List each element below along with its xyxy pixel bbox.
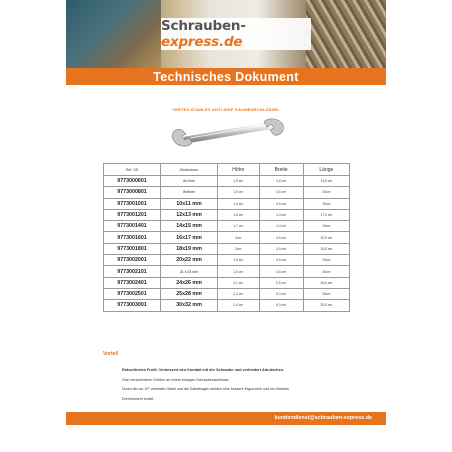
- header-width: Breite: [259, 164, 303, 176]
- height-cell: 2,1 cm: [218, 277, 260, 288]
- wrench-image: [168, 118, 286, 148]
- height-cell: 1,5 cm: [218, 255, 260, 266]
- table-row: [104, 221, 350, 232]
- header-length: Länge: [303, 164, 349, 176]
- width-cell: 5,5 cm: [259, 277, 303, 288]
- width-cell: 4,5 cm: [259, 255, 303, 266]
- logo[interactable]: [161, 18, 311, 50]
- ref-cell: 9773002501: [104, 288, 161, 299]
- height-cell: 2cm: [218, 243, 260, 254]
- width-cell: 4,5 cm: [259, 176, 303, 187]
- page-title: Technisches Dokument: [153, 69, 299, 84]
- footer-email-link[interactable]: kundendienst@schrauben-express.de: [274, 415, 372, 421]
- height-cell: 1,7 cm: [218, 221, 260, 232]
- title-band: [66, 68, 386, 85]
- table-row: [104, 232, 350, 243]
- size-cell: 14x15 mm: [161, 221, 218, 232]
- table-row: [104, 176, 350, 187]
- size-cell: 20x22 mm: [161, 255, 218, 266]
- length-cell: 28cm: [303, 288, 349, 299]
- header-height: Höhe: [218, 164, 260, 176]
- length-cell: 20cm: [303, 187, 349, 198]
- ref-cell: 9773001601: [104, 232, 161, 243]
- width-cell: 4,4 cm: [259, 221, 303, 232]
- header-size: Gleichdoren: [161, 164, 218, 176]
- size-cell: 30x32 mm: [161, 300, 218, 311]
- product-name: VERTEX-STANLEY ANTI-SHIP GAUMENSCHLÜSSEL: [172, 107, 280, 112]
- ref-cell: 9773000601: [104, 176, 161, 187]
- size-cell: 6x7mm: [161, 176, 218, 187]
- ref-cell: 9773001801: [104, 243, 161, 254]
- table-header-row: [104, 164, 350, 176]
- size-cell: 8x9mm: [161, 187, 218, 198]
- ref-cell: 9773002001: [104, 255, 161, 266]
- table-row: [104, 198, 350, 209]
- length-cell: 20,5 cm: [303, 232, 349, 243]
- height-cell: 2,4 cm: [218, 300, 260, 311]
- advantage-line: Durch die um 15° versetzte Gabel und die Gabelbogen werden eine bessere Ergonomie und ein höheres: [122, 387, 289, 391]
- advantage-line: Drehmoment erzielt.: [122, 396, 155, 401]
- ref-cell: 9773002401: [104, 277, 161, 288]
- length-cell: 15cm: [303, 198, 349, 209]
- height-cell: 1,5 cm: [218, 187, 260, 198]
- table-row: [104, 255, 350, 266]
- logo-main-text: Schrauben-: [161, 18, 246, 34]
- table-row: [104, 277, 350, 288]
- height-cell: 1,6 cm: [218, 198, 260, 209]
- width-cell: 4,5 cm: [259, 243, 303, 254]
- size-cell: 10x11 mm: [161, 198, 218, 209]
- length-cell: 24cm: [303, 255, 349, 266]
- advantages-label: Vorteil: [103, 351, 119, 357]
- width-cell: 4,5 cm: [259, 187, 303, 198]
- advantages-text: [122, 366, 362, 404]
- height-cell: 2,4 cm: [218, 288, 260, 299]
- size-cell: 18x19 mm: [161, 243, 218, 254]
- length-cell: 14,5 cm: [303, 176, 349, 187]
- height-cell: 1,6 cm: [218, 209, 260, 220]
- footer-bar: [66, 412, 386, 425]
- table-row: [104, 288, 350, 299]
- ref-cell: 9773003001: [104, 300, 161, 311]
- ref-cell: 9773001201: [104, 209, 161, 220]
- logo-accent-text: express.de: [161, 34, 243, 50]
- table-row: [104, 187, 350, 198]
- height-cell: 1,5 cm: [218, 176, 260, 187]
- width-cell: 6,3 cm: [259, 300, 303, 311]
- size-cell: 21 x 23 mm: [161, 266, 218, 277]
- length-cell: 15,5 cm: [303, 243, 349, 254]
- length-cell: 17,5 cm: [303, 209, 349, 220]
- length-cell: 19cm: [303, 221, 349, 232]
- ref-cell: 9773002101: [104, 266, 161, 277]
- table-row: [104, 300, 350, 311]
- table-row: [104, 243, 350, 254]
- tools-photo: [66, 0, 161, 68]
- length-cell: 29,9 cm: [303, 300, 349, 311]
- width-cell: 4,5 cm: [259, 198, 303, 209]
- table-row: [104, 209, 350, 220]
- width-cell: 6,3 cm: [259, 288, 303, 299]
- header-ref: Ref. SS: [104, 164, 161, 176]
- screws-photo: [306, 0, 386, 68]
- height-cell: 1,5 cm: [218, 266, 260, 277]
- width-cell: 4,5 cm: [259, 266, 303, 277]
- width-cell: 4,4 cm: [259, 209, 303, 220]
- ref-cell: 9773001401: [104, 221, 161, 232]
- header-banner-image: [66, 0, 386, 68]
- size-cell: 12x13 mm: [161, 209, 218, 220]
- spec-table-body: [104, 176, 350, 312]
- table-row: [104, 266, 350, 277]
- ref-cell: 9773000801: [104, 187, 161, 198]
- width-cell: 4,5 cm: [259, 232, 303, 243]
- ref-cell: 9773001001: [104, 198, 161, 209]
- advantage-line: Rutschfestes Profil: Verbessert den Kontakt mit der Schraube und verhindert Abrutschen.: [122, 368, 285, 372]
- length-cell: 26,6 cm: [303, 277, 349, 288]
- size-cell: 25x28 mm: [161, 288, 218, 299]
- length-cell: 30cm: [303, 266, 349, 277]
- size-cell: 16x17 mm: [161, 232, 218, 243]
- spec-table: [103, 163, 350, 312]
- advantage-line: Zwei verschiedene Größen an einem einzigen Schraubenschlüssel.: [122, 377, 230, 382]
- size-cell: 24x26 mm: [161, 277, 218, 288]
- height-cell: 2cm: [218, 232, 260, 243]
